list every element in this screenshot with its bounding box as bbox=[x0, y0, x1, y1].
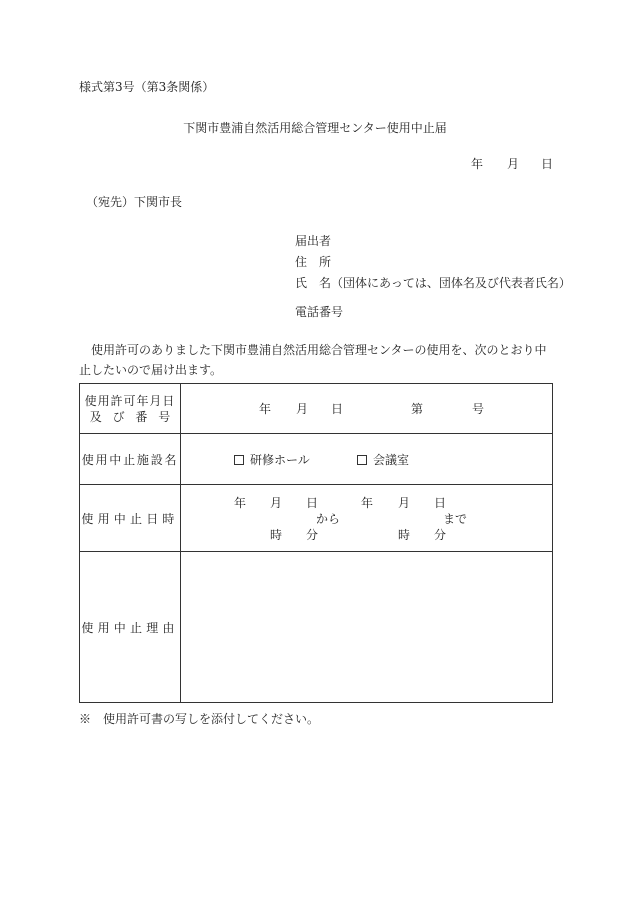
notifier-label: 届出者 bbox=[295, 234, 332, 248]
cancel-datetime-field[interactable] bbox=[181, 485, 553, 552]
facility-option-meeting-room[interactable] bbox=[357, 454, 409, 466]
end-month: 月 bbox=[398, 496, 411, 510]
form-table bbox=[79, 383, 553, 703]
end-day: 日 bbox=[434, 496, 447, 510]
applicant-block bbox=[295, 231, 571, 294]
until-label: まで bbox=[443, 512, 468, 526]
table-row bbox=[80, 485, 553, 552]
name-label: 氏 名（団体にあっては、団体名及び代表者氏名） bbox=[295, 276, 571, 290]
date-year: 年 bbox=[471, 157, 484, 171]
permit-month: 月 bbox=[296, 402, 309, 416]
start-day: 日 bbox=[306, 496, 319, 510]
table-row bbox=[80, 552, 553, 703]
permit-number-suffix: 号 bbox=[472, 402, 485, 416]
permit-number-prefix: 第 bbox=[411, 402, 424, 416]
permit-date-label-line2: 及び番号 bbox=[89, 409, 181, 424]
cancel-reason-field[interactable] bbox=[181, 552, 553, 703]
date-day: 日 bbox=[541, 157, 554, 171]
facility-option-training-hall[interactable] bbox=[234, 454, 310, 466]
start-month: 月 bbox=[270, 496, 283, 510]
phone-label: 電話番号 bbox=[295, 305, 344, 319]
start-year: 年 bbox=[234, 496, 247, 510]
date-month: 月 bbox=[507, 157, 520, 171]
permit-date-label-line1: 使用許可年月日 bbox=[84, 393, 176, 408]
permit-date-label bbox=[80, 384, 181, 434]
footnote: ※ 使用許可書の写しを添付してください。 bbox=[79, 712, 320, 726]
checkbox-icon[interactable] bbox=[234, 455, 244, 465]
cancel-reason-label: 使用中止理由 bbox=[80, 552, 181, 703]
from-label: から bbox=[316, 512, 341, 526]
facility-field bbox=[181, 434, 553, 485]
start-hour: 時 bbox=[270, 528, 283, 542]
cancel-datetime-label: 使用中止日時 bbox=[80, 485, 181, 552]
end-minute: 分 bbox=[434, 528, 447, 542]
option-label: 会議室 bbox=[373, 453, 410, 467]
submission-date bbox=[471, 158, 553, 170]
permit-year: 年 bbox=[259, 402, 272, 416]
end-hour: 時 bbox=[398, 528, 411, 542]
table-row bbox=[80, 384, 553, 434]
start-minute: 分 bbox=[306, 528, 319, 542]
intro-text: 使用許可のありました下関市豊浦自然活用総合管理センターの使用を、次のとおり中止したいので届け出ます。 bbox=[79, 343, 547, 377]
document-title: 下関市豊浦自然活用総合管理センター使用中止届 bbox=[183, 121, 447, 135]
address-label: 住 所 bbox=[295, 255, 332, 269]
option-label: 研修ホール bbox=[250, 453, 310, 467]
permit-date-field[interactable] bbox=[181, 384, 553, 434]
checkbox-icon[interactable] bbox=[357, 455, 367, 465]
table-row bbox=[80, 434, 553, 485]
facility-label: 使用中止施設名 bbox=[80, 434, 181, 485]
form-number: 様式第3号（第3条関係） bbox=[79, 80, 215, 94]
permit-day: 日 bbox=[331, 402, 344, 416]
end-year: 年 bbox=[361, 496, 374, 510]
addressee: （宛先）下関市長 bbox=[86, 195, 183, 209]
